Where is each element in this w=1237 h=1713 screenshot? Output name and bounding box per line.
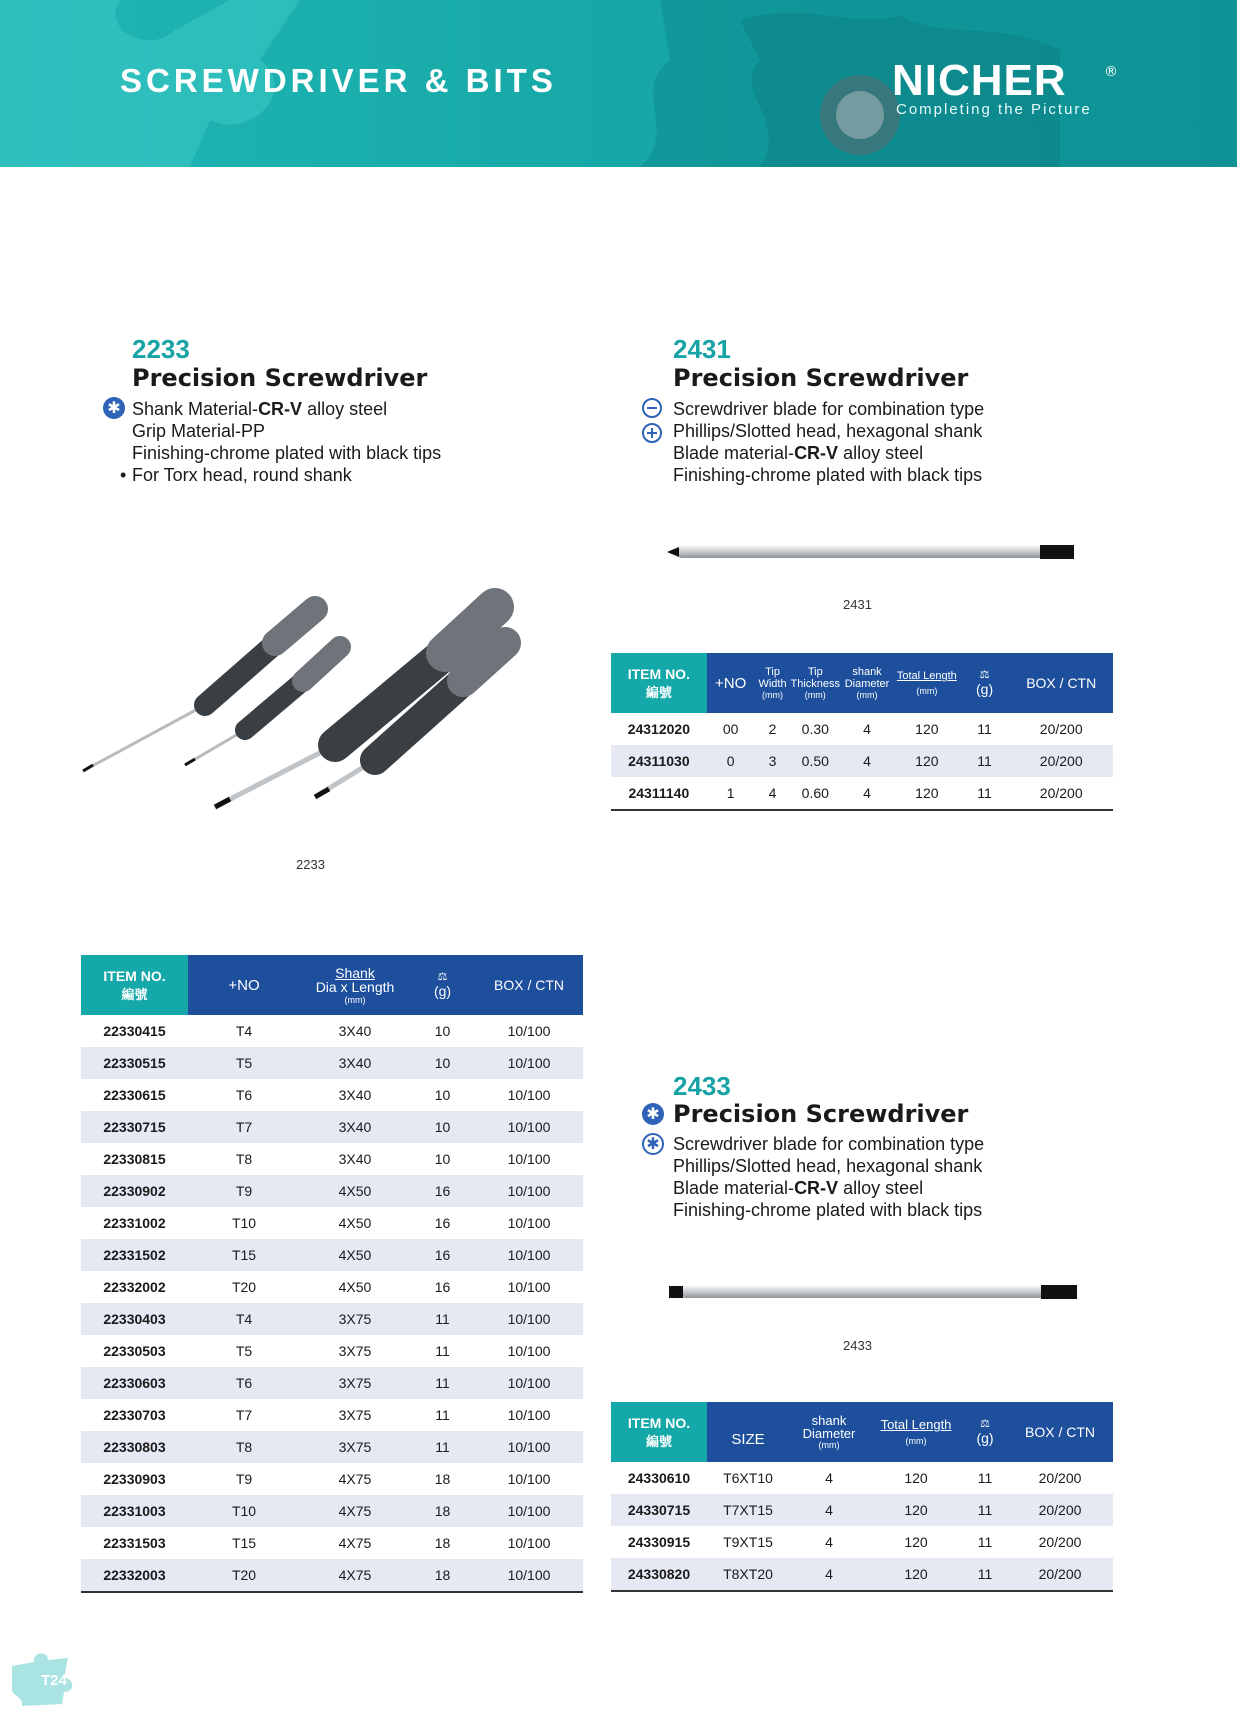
table-row	[81, 1175, 583, 1207]
table-row	[81, 1399, 583, 1431]
table-cell: T15	[231, 1535, 257, 1551]
table-cell: 16	[434, 1215, 451, 1231]
table-cell: 10	[410, 1047, 475, 1079]
table-cell: 4X50	[300, 1239, 410, 1271]
table-cell: 16	[410, 1239, 475, 1271]
table-cell: 120	[904, 1470, 928, 1486]
table-cell: 11	[435, 1407, 450, 1423]
feature-list-2431	[673, 398, 984, 486]
table-cell: 10	[434, 1087, 451, 1103]
table-cell: 11	[410, 1367, 475, 1399]
table-cell: 4X75	[300, 1559, 410, 1592]
table-row	[81, 1495, 583, 1527]
scale-icon: ⚖	[980, 1418, 990, 1430]
table-cell: T15	[188, 1239, 300, 1271]
table-cell: T8	[188, 1431, 300, 1463]
table-row	[611, 1558, 1113, 1591]
table-cell: 4	[840, 745, 894, 777]
table-row	[81, 1111, 583, 1143]
header-no: +NO	[188, 955, 300, 1015]
table-row	[611, 1494, 1113, 1526]
feature-head: • For Torx head, round shank	[120, 465, 352, 485]
table-cell: T6	[235, 1087, 253, 1103]
table-row	[611, 713, 1113, 745]
table-cell: 10/100	[507, 1279, 551, 1295]
item-number-cell: 24311030	[611, 745, 707, 777]
table-cell: 10/100	[475, 1559, 583, 1592]
header-item-no: ITEM NO. 編號	[81, 955, 188, 1015]
table-cell: 3X75	[338, 1343, 372, 1359]
feature-finishing: Finishing-chrome plated with black tips	[673, 465, 983, 485]
image-caption-2233: 2233	[296, 857, 325, 872]
item-number-cell: 22330503	[103, 1343, 166, 1359]
feature-grip: Grip Material-PP	[132, 421, 266, 441]
table-row	[81, 1303, 583, 1335]
table-row	[81, 1559, 583, 1592]
item-number-cell: 22331003	[81, 1495, 188, 1527]
table-cell: 18	[434, 1535, 451, 1551]
table-row	[81, 1047, 583, 1079]
table-2431	[611, 653, 1113, 811]
table-cell: 1	[707, 777, 755, 810]
brand-tagline: Completing the Picture	[896, 101, 1092, 118]
table-cell: 10/100	[507, 1535, 551, 1551]
table-cell: 20/200	[1007, 1558, 1113, 1591]
table-cell: 4	[789, 1494, 869, 1526]
table-cell: 10/100	[507, 1343, 551, 1359]
table-cell: T20	[231, 1279, 257, 1295]
table-cell: 10	[410, 1111, 475, 1143]
header-weight: ⚖ (g)	[410, 955, 475, 1015]
table-cell: 11	[960, 777, 1010, 810]
table-cell: 4X50	[338, 1279, 372, 1295]
table-cell: 10	[434, 1023, 451, 1039]
item-number-cell: 24330915	[627, 1534, 691, 1550]
item-number-cell: 22330803	[81, 1431, 188, 1463]
table-cell: 10/100	[475, 1175, 583, 1207]
product-code-2431: 2431	[673, 334, 731, 364]
table-cell: 10/100	[507, 1087, 551, 1103]
torx-icon: ✱	[103, 397, 125, 419]
feature-head: Phillips/Slotted head, hexagonal shank	[673, 1156, 983, 1176]
table-cell: 4	[825, 1470, 833, 1486]
item-number-cell: 22331002	[103, 1215, 166, 1231]
header-size: SIZE	[707, 1402, 789, 1462]
scale-icon: ⚖	[437, 971, 448, 983]
table-cell: 10/100	[475, 1303, 583, 1335]
item-number-cell: 24312020	[627, 721, 690, 737]
scale-icon: ⚖	[979, 669, 990, 681]
table-cell: 18	[410, 1559, 475, 1592]
table-cell: 0	[707, 745, 755, 777]
table-header-row	[81, 955, 583, 1015]
table-cell: T10	[188, 1495, 300, 1527]
page-number: T24	[41, 1672, 67, 1689]
feature-list-2433	[673, 1133, 984, 1221]
table-cell: 4	[755, 777, 791, 810]
table-cell: T20	[188, 1559, 300, 1592]
product-code-2233: 2233	[132, 334, 190, 364]
table-cell: T10	[231, 1215, 257, 1231]
product-name-2233: Precision Screwdriver	[132, 364, 428, 392]
item-number-cell: 22330715	[81, 1111, 188, 1143]
table-cell: 120	[869, 1558, 963, 1591]
table-cell: 10/100	[507, 1471, 551, 1487]
feature-finishing: Finishing-chrome plated with black tips	[673, 1200, 983, 1220]
table-cell: 20/200	[1007, 1494, 1113, 1526]
table-cell: 3X40	[338, 1151, 372, 1167]
table-cell: T5	[235, 1343, 253, 1359]
image-caption-2433: 2433	[843, 1338, 872, 1353]
slotted-icon	[642, 398, 662, 418]
table-cell: 20/200	[1038, 1470, 1082, 1486]
table-cell: 4X75	[338, 1471, 372, 1487]
table-cell: 4X75	[300, 1495, 410, 1527]
table-2433	[611, 1402, 1113, 1592]
header-shank: Shank Dia x Length (mm)	[300, 955, 410, 1015]
table-cell: 20/200	[1009, 745, 1113, 777]
table-row	[81, 1431, 583, 1463]
header-weight: ⚖ (g)	[963, 1402, 1007, 1462]
table-cell: T4	[235, 1023, 253, 1039]
table-cell: 10/100	[475, 1239, 583, 1271]
table-cell: T9	[235, 1471, 253, 1487]
feature-blade-type: Screwdriver blade for combination type	[673, 399, 985, 419]
item-number-cell: 22330703	[103, 1407, 166, 1423]
item-number-cell: 22330615	[103, 1087, 166, 1103]
table-cell: 11	[435, 1343, 450, 1359]
table-cell: 20/200	[1009, 777, 1113, 810]
table-header-row	[611, 1402, 1113, 1462]
item-number-cell: 22330403	[81, 1303, 188, 1335]
table-row	[611, 745, 1113, 777]
table-cell: 4	[825, 1534, 833, 1550]
table-cell: 3X40	[338, 1087, 372, 1103]
table-header-row	[611, 653, 1113, 713]
section-title: SCREWDRIVER & BITS	[120, 62, 557, 99]
table-row	[81, 1527, 583, 1559]
table-cell: 0.30	[801, 721, 829, 737]
table-row	[81, 1015, 583, 1047]
header-box-ctn: BOX / CTN	[475, 955, 583, 1015]
table-row	[81, 1271, 583, 1303]
table-cell: 11	[963, 1558, 1007, 1591]
table-row	[81, 1335, 583, 1367]
table-cell: 4	[863, 721, 871, 737]
table-cell: 3X75	[300, 1303, 410, 1335]
screwdriver-set-image	[75, 585, 555, 815]
table-cell: 3X40	[300, 1111, 410, 1143]
table-row	[81, 1463, 583, 1495]
item-number-cell: 22330902	[81, 1175, 188, 1207]
header-item-no: ITEM NO. 編號	[611, 653, 707, 713]
table-cell: 10/100	[475, 1111, 583, 1143]
table-cell: 0.50	[791, 745, 841, 777]
torx-icon: ✱	[642, 1103, 664, 1125]
table-cell: 120	[869, 1494, 963, 1526]
feature-list-2233	[120, 398, 442, 486]
table-cell: 10/100	[475, 1431, 583, 1463]
table-cell: T8	[235, 1151, 253, 1167]
screwdriver-blade-2433-image	[667, 1280, 1087, 1304]
table-cell: 16	[410, 1175, 475, 1207]
table-cell: 120	[904, 1534, 928, 1550]
item-number-cell: 22332002	[103, 1279, 166, 1295]
table-cell: 11	[960, 745, 1010, 777]
table-cell: 10/100	[507, 1023, 551, 1039]
product-name-2433: Precision Screwdriver	[673, 1100, 969, 1128]
item-number-cell: 22332003	[81, 1559, 188, 1592]
header-weight: ⚖ (g)	[960, 653, 1010, 713]
table-cell: 0.60	[791, 777, 841, 810]
item-number-cell: 22330415	[103, 1023, 166, 1039]
table-cell: 120	[915, 721, 939, 737]
table-cell: T7	[235, 1407, 253, 1423]
feature-head: Phillips/Slotted head, hexagonal shank	[673, 421, 983, 441]
table-cell: 11	[410, 1303, 475, 1335]
table-cell: 11	[977, 1470, 993, 1486]
feature-material: Blade material-CR-V alloy steel	[673, 443, 924, 463]
table-cell: 10/100	[507, 1407, 551, 1423]
table-row	[81, 1079, 583, 1111]
feature-blade-type: Screwdriver blade for combination type	[673, 1134, 985, 1154]
header-no: +NO	[707, 653, 755, 713]
header-box-ctn: BOX / CTN	[1009, 653, 1113, 713]
table-row	[611, 777, 1113, 810]
feature-material: Blade material-CR-V alloy steel	[673, 1178, 924, 1198]
item-number-cell: 22330903	[103, 1471, 166, 1487]
screwdriver-blade-2431-image	[665, 540, 1085, 564]
table-cell: 11	[963, 1494, 1007, 1526]
feature-finishing: Finishing-chrome plated with black tips	[132, 443, 442, 463]
table-cell: 18	[410, 1495, 475, 1527]
table-row	[81, 1239, 583, 1271]
table-cell: 16	[434, 1279, 451, 1295]
item-number-cell: 22330603	[81, 1367, 188, 1399]
table-cell: 120	[894, 777, 960, 810]
table-cell: 4X50	[338, 1215, 372, 1231]
table-cell: 3X40	[300, 1047, 410, 1079]
table-cell: T5	[188, 1047, 300, 1079]
header-banner	[0, 0, 1237, 167]
header-box-ctn: BOX / CTN	[1007, 1402, 1113, 1462]
table-cell: 11	[977, 1534, 993, 1550]
table-cell: T6XT10	[723, 1470, 773, 1486]
table-cell: 4X50	[300, 1175, 410, 1207]
table-cell: 3X40	[338, 1023, 372, 1039]
table-cell: 4	[789, 1558, 869, 1591]
header-total-length: Total Length (mm)	[869, 1402, 963, 1462]
table-row	[611, 1526, 1113, 1558]
table-cell: 3X75	[300, 1431, 410, 1463]
table-cell: 3X75	[300, 1367, 410, 1399]
product-name-2431: Precision Screwdriver	[673, 364, 969, 392]
table-cell: 11	[977, 721, 992, 737]
table-row	[81, 1367, 583, 1399]
table-cell: 11	[410, 1431, 475, 1463]
table-cell: 2	[768, 721, 777, 737]
registered-mark: ®	[1104, 64, 1118, 80]
item-number-cell: 24330820	[611, 1558, 707, 1591]
phillips-icon	[642, 423, 662, 443]
table-row	[81, 1207, 583, 1239]
table-cell: 10/100	[475, 1047, 583, 1079]
table-cell: 10/100	[475, 1367, 583, 1399]
table-cell: 3	[755, 745, 791, 777]
image-caption-2431: 2431	[843, 597, 872, 612]
table-row	[81, 1143, 583, 1175]
table-cell: 120	[894, 745, 960, 777]
table-cell: T4	[188, 1303, 300, 1335]
header-item-no: ITEM NO. 編號	[611, 1402, 707, 1462]
brand-logo: NICHER	[892, 56, 1067, 105]
product-code-2433: 2433	[673, 1071, 731, 1101]
table-cell: 3X75	[338, 1407, 372, 1423]
item-number-cell: 22331502	[81, 1239, 188, 1271]
table-cell: 10	[434, 1151, 451, 1167]
table-cell: 10/100	[475, 1495, 583, 1527]
item-number-cell: 24330715	[611, 1494, 707, 1526]
table-cell: T6	[188, 1367, 300, 1399]
feature-shank: Shank Material-CR-V alloy steel	[132, 399, 388, 419]
item-number-cell: 22331503	[103, 1535, 166, 1551]
item-number-cell: 22330515	[81, 1047, 188, 1079]
table-cell: T7XT15	[707, 1494, 789, 1526]
header-tip-thickness: Tip Thickness (mm)	[791, 653, 841, 713]
table-cell: 20/200	[1039, 721, 1083, 737]
header-shank-diameter: shank Diameter (mm)	[840, 653, 894, 713]
table-cell: T7	[188, 1111, 300, 1143]
table-cell: 10/100	[507, 1215, 551, 1231]
item-number-cell: 24311140	[611, 777, 707, 810]
table-cell: T9XT15	[723, 1534, 773, 1550]
item-number-cell: 22330815	[103, 1151, 166, 1167]
table-cell: 4	[840, 777, 894, 810]
table-cell: 10/100	[507, 1151, 551, 1167]
table-cell: 00	[722, 721, 739, 737]
table-cell: T8XT20	[707, 1558, 789, 1591]
item-number-cell: 24330610	[627, 1470, 691, 1486]
table-cell: T9	[188, 1175, 300, 1207]
table-cell: 18	[434, 1471, 451, 1487]
header-shank-diameter: shank Diameter (mm)	[789, 1402, 869, 1462]
table-row	[611, 1462, 1113, 1494]
table-cell: 4X75	[338, 1535, 372, 1551]
header-total-length: Total Length (mm)	[894, 653, 960, 713]
table-2233	[81, 955, 583, 1593]
table-cell: 20/200	[1038, 1534, 1082, 1550]
header-tip-width: Tip Width (mm)	[755, 653, 791, 713]
torx-outline-icon: ✱	[642, 1133, 664, 1155]
